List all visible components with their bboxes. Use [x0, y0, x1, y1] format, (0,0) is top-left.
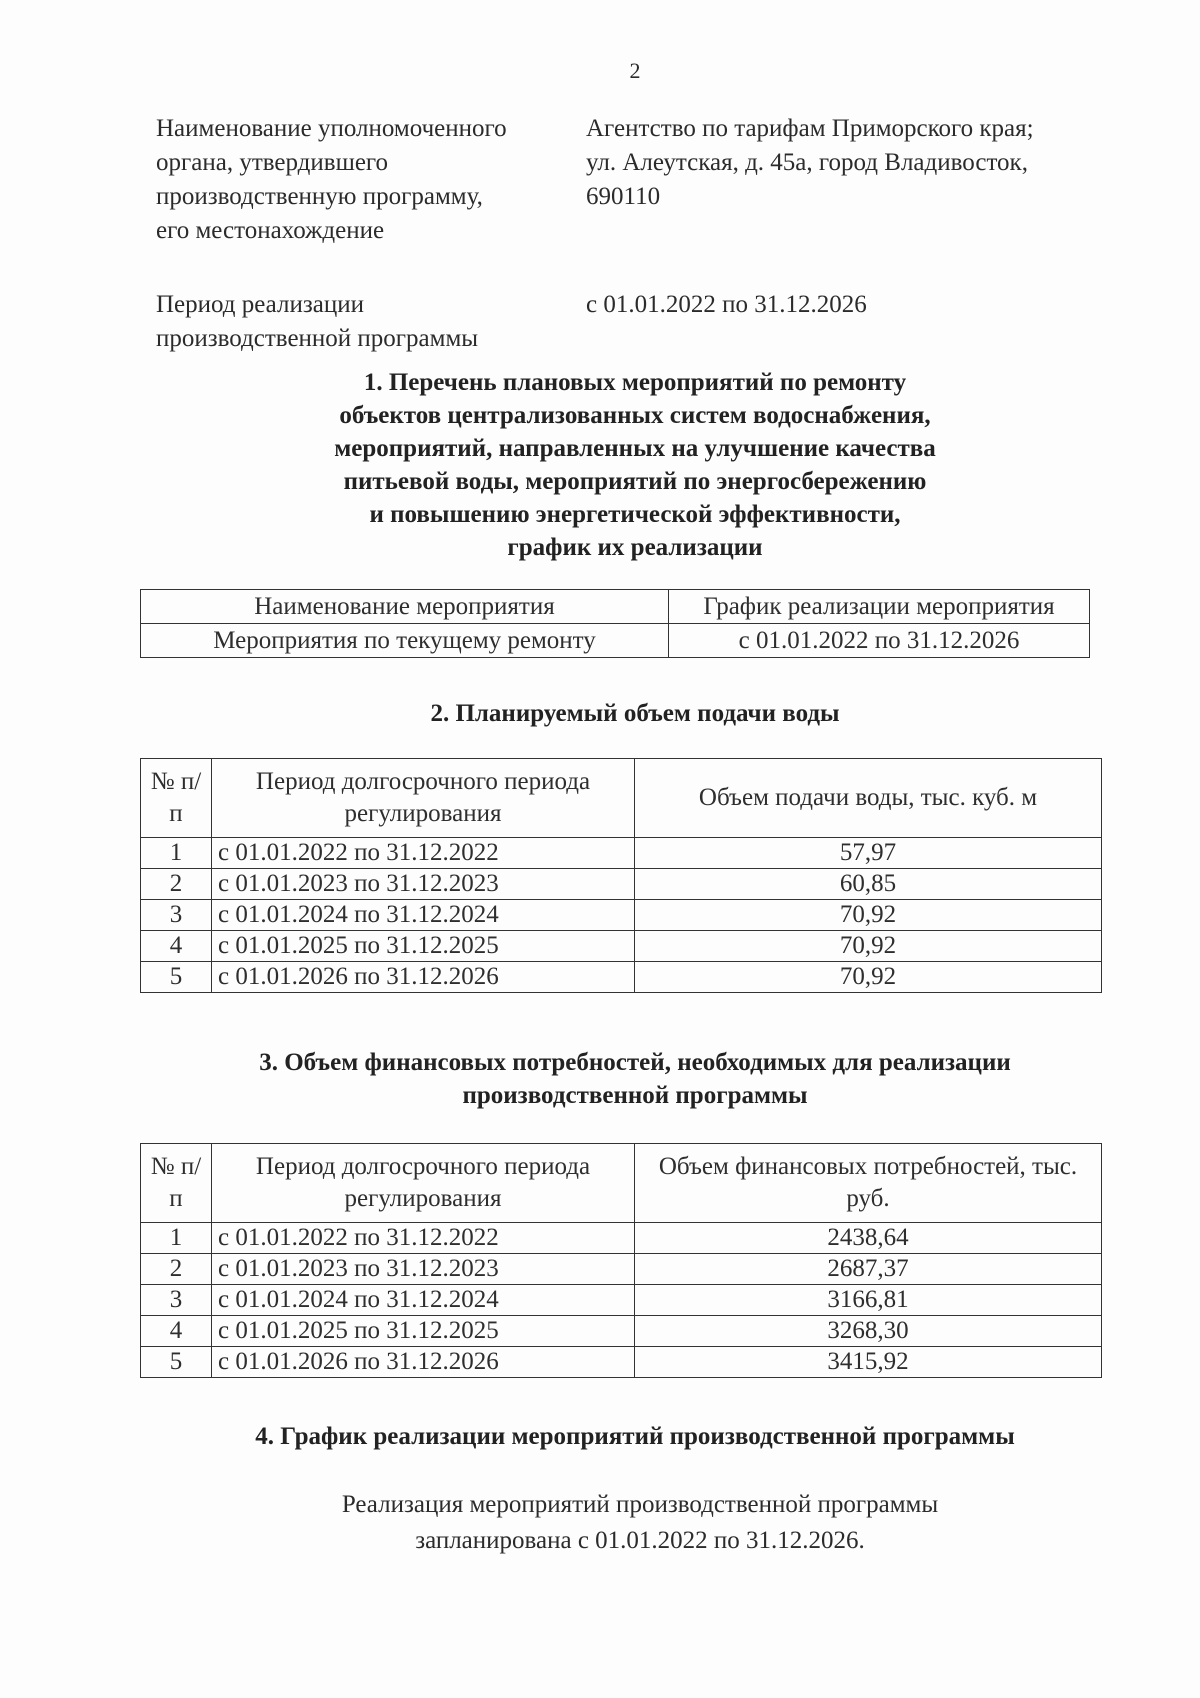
table-cell: Мероприятия по текущему ремонту — [141, 624, 669, 658]
authority-value-line: Агентство по тарифам Приморского края; — [586, 115, 1034, 142]
period-label-line: Период реализации — [156, 291, 364, 318]
section4-text — [150, 1487, 1130, 1559]
table-cell: 2438,64 — [635, 1223, 1102, 1254]
authority-label-line: Наименование уполномоченного — [156, 115, 507, 142]
section4-text-line: Реализация мероприятий производственной программы — [341, 1491, 939, 1518]
table-row — [141, 624, 1090, 658]
section2-title: 2. Планируемый объем подачи воды — [430, 700, 840, 727]
table-cell: с 01.01.2022 по 31.12.2022 — [212, 838, 635, 869]
table-cell: 4 — [141, 931, 212, 962]
table-cell: с 01.01.2026 по 31.12.2026 — [212, 962, 635, 993]
section3-title — [150, 1046, 1120, 1112]
measures-table — [140, 589, 1090, 658]
table-cell: с 01.01.2022 по 31.12.2026 — [669, 624, 1090, 658]
table-cell: 57,97 — [635, 838, 1102, 869]
table-header-row — [141, 759, 1102, 838]
authority-label-line: его местонахождение — [156, 217, 385, 244]
table-header: Объем подачи воды, тыс. куб. м — [635, 759, 1102, 838]
table-cell: 2 — [141, 869, 212, 900]
period-value: с 01.01.2022 по 31.12.2026 — [586, 291, 867, 318]
table-row — [141, 1223, 1102, 1254]
period-label-line: производственной программы — [156, 325, 479, 352]
table-cell: с 01.01.2025 по 31.12.2025 — [212, 1316, 635, 1347]
table-cell: 3268,30 — [635, 1316, 1102, 1347]
section4-title: 4. График реализации мероприятий производственной программы — [255, 1423, 1015, 1450]
table-cell: 3 — [141, 900, 212, 931]
table-cell: 3166,81 — [635, 1285, 1102, 1316]
table-cell: 70,92 — [635, 962, 1102, 993]
table-cell: с 01.01.2024 по 31.12.2024 — [212, 1285, 635, 1316]
table-cell: 70,92 — [635, 931, 1102, 962]
table-cell: 5 — [141, 962, 212, 993]
authority-value-line: ул. Алеутская, д. 45а, город Владивосток, — [586, 149, 1028, 176]
table-cell: 3415,92 — [635, 1347, 1102, 1378]
authority-value-line: 690110 — [586, 183, 661, 210]
table-header: График реализации мероприятия — [669, 590, 1090, 624]
section1-title-line: питьевой воды, мероприятий по энергосбережению — [343, 468, 927, 495]
table-cell: 60,85 — [635, 869, 1102, 900]
section1-title-line: и повышению энергетической эффективности, — [369, 501, 901, 528]
table-cell: с 01.01.2022 по 31.12.2022 — [212, 1223, 635, 1254]
table-row — [141, 838, 1102, 869]
table-cell: 2 — [141, 1254, 212, 1285]
table-header: Период долгосрочного периода регулирования — [212, 1144, 635, 1223]
section1-title-line: график их реализации — [507, 534, 763, 561]
table-row — [141, 900, 1102, 931]
table-header-row — [141, 1144, 1102, 1223]
table-header: Период долгосрочного периода регулирования — [212, 759, 635, 838]
section1-title — [150, 366, 1120, 564]
table-row — [141, 1347, 1102, 1378]
period-label — [156, 288, 576, 356]
section3-title-line: 3. Объем финансовых потребностей, необходимых для реализации — [259, 1049, 1011, 1076]
authority-value — [586, 112, 1146, 214]
table-cell: 4 — [141, 1316, 212, 1347]
water-supply-table — [140, 758, 1102, 993]
table-header-row — [141, 590, 1090, 624]
page-number: 2 — [629, 58, 641, 83]
financial-needs-table — [140, 1143, 1102, 1378]
table-cell: 70,92 — [635, 900, 1102, 931]
table-row — [141, 931, 1102, 962]
table-cell: 3 — [141, 1285, 212, 1316]
table-cell: с 01.01.2025 по 31.12.2025 — [212, 931, 635, 962]
table-header: № п/п — [141, 1144, 212, 1223]
table-cell: с 01.01.2026 по 31.12.2026 — [212, 1347, 635, 1378]
table-cell: с 01.01.2024 по 31.12.2024 — [212, 900, 635, 931]
table-cell: 1 — [141, 838, 212, 869]
authority-label-line: производственную программу, — [156, 183, 483, 210]
section1-title-line: объектов централизованных систем водоснабжения, — [339, 402, 931, 429]
table-header: № п/п — [141, 759, 212, 838]
authority-label — [156, 112, 576, 248]
table-header: Объем финансовых потребностей, тыс. руб. — [635, 1144, 1102, 1223]
section3-title-line: производственной программы — [462, 1082, 808, 1109]
table-row — [141, 1254, 1102, 1285]
table-row — [141, 1316, 1102, 1347]
table-cell: 2687,37 — [635, 1254, 1102, 1285]
table-cell: с 01.01.2023 по 31.12.2023 — [212, 869, 635, 900]
table-cell: 5 — [141, 1347, 212, 1378]
table-row — [141, 962, 1102, 993]
table-header: Наименование мероприятия — [141, 590, 669, 624]
table-row — [141, 1285, 1102, 1316]
section4-text-line: запланирована с 01.01.2022 по 31.12.2026. — [415, 1527, 865, 1554]
table-row — [141, 869, 1102, 900]
section1-title-line: мероприятий, направленных на улучшение качества — [334, 435, 936, 462]
table-cell: 1 — [141, 1223, 212, 1254]
section1-title-line: 1. Перечень плановых мероприятий по ремонту — [363, 369, 907, 396]
table-cell: с 01.01.2023 по 31.12.2023 — [212, 1254, 635, 1285]
authority-label-line: органа, утвердившего — [156, 149, 389, 176]
